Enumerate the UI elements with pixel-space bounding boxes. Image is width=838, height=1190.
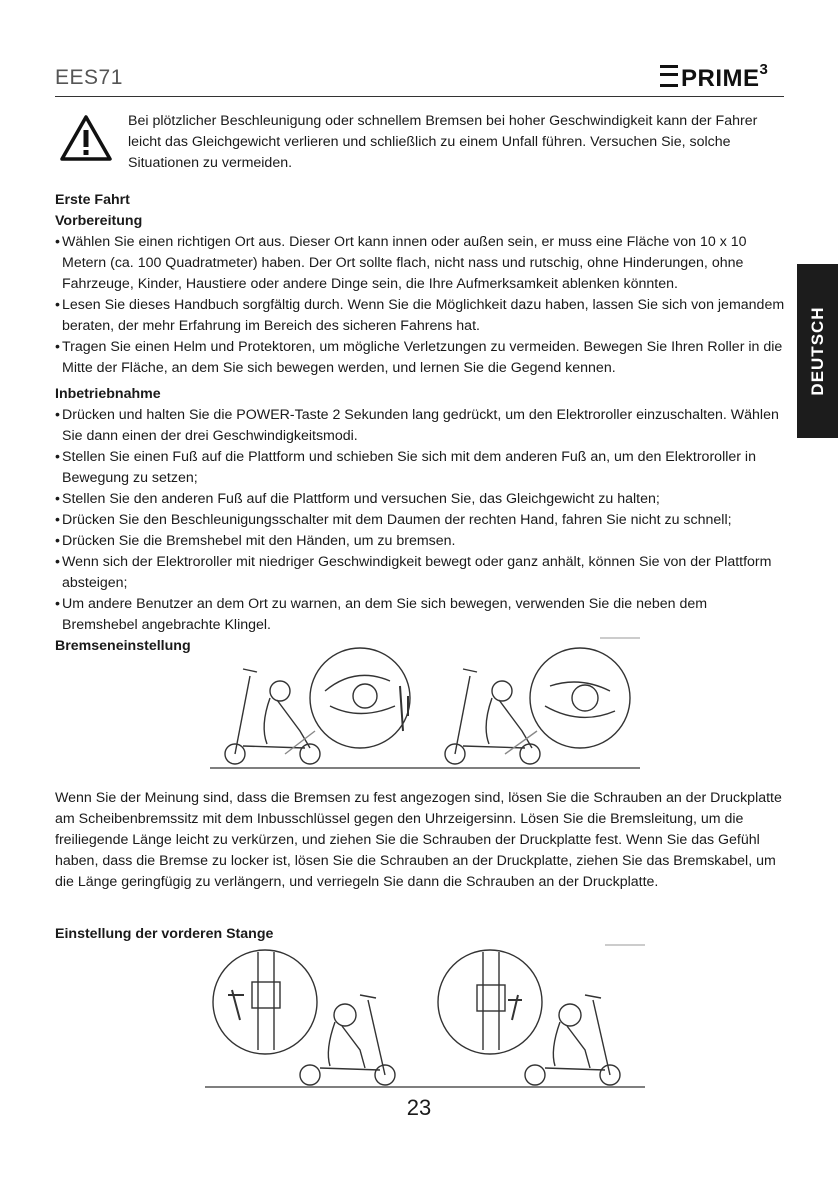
- brake-text: Wenn Sie der Meinung sind, dass die Bremsen zu fest angezogen sind, lösen Sie die Schrauben an der Druckplatte am Scheibenbremssitz mit dem Inbusschlüssel gegen den Uhrzeigersinn. Lösen Sie die Bremsleitung, um die freiliegende Länge leicht zu verkürzen, und ziehen Sie die Schrauben der Druckplatte fest. Wenn Sie das Gefühl haben, dass die Bremse zu locker ist, lösen Sie die Schrauben an der Druckplatte, ziehen Sie das Bremskabel, um die Länge geringfügig zu verlängern, und verriegeln Sie dann die Schrauben an der Druckplatte.: [55, 790, 782, 890]
- preparation-list: [55, 232, 785, 379]
- language-tab-label: DEUTSCH: [807, 306, 827, 396]
- list-item: • Tragen Sie einen Helm und Protektoren, um mögliche Verletzungen zu vermeiden. Bewegen Sie Ihren Roller in die Mitte der Fläche, an dem Sie sich bewegen werden, und lernen Sie die Gegend kennen.: [55, 337, 785, 379]
- page-number: 23: [406, 1095, 432, 1120]
- language-tab: [797, 264, 838, 438]
- header-rule: [55, 96, 784, 97]
- list-item: • Drücken Sie den Beschleunigungsschalter mit dem Daumen der rechten Hand, fahren Sie nicht zu schnell;: [55, 510, 785, 531]
- first-ride-title: Erste Fahrt: [55, 192, 130, 208]
- list-item: • Um andere Benutzer an dem Ort zu warnen, an dem Sie sich bewegen, verwenden Sie die neben dem Bremshebel angebrachte Klingel.: [55, 594, 785, 636]
- brake-title: Bremseneinstellung: [55, 638, 191, 654]
- model-name: EES71: [55, 66, 123, 89]
- brake-adjustment-illustration: [205, 636, 645, 774]
- brand-logo: [660, 61, 769, 93]
- warning-text: Bei plötzlicher Beschleunigung oder schnellem Bremsen bei hoher Geschwindigkeit kann der Fahrer leicht das Gleichgewicht verlieren und schließlich zu einem Unfall führen. Versuchen Sie, solche Situationen zu vermeiden.: [128, 113, 758, 171]
- brand-name: PRIME: [681, 65, 760, 92]
- warning-triangle-icon: [60, 114, 112, 162]
- list-item: • Stellen Sie einen Fuß auf die Plattform und schieben Sie sich mit dem anderen Fuß an, um den Elektroroller in Bewegung zu setzen;: [55, 447, 785, 489]
- startup-title: Inbetriebnahme: [55, 386, 161, 402]
- front-bar-illustration: [200, 940, 650, 1090]
- list-item: • Wählen Sie einen richtigen Ort aus. Dieser Ort kann innen oder außen sein, er muss eine Fläche von 10 x 10 Metern (ca. 100 Quadratmeter) haben. Der Ort sollte flach, nicht nass und rutschig, ohne Hinderungen, ohne Fahrzeuge, Kinder, Haustiere oder andere Dinge sein, die Ihre Aufmerksamkeit ablenken könnten.: [55, 232, 785, 295]
- preparation-title: Vorbereitung: [55, 213, 143, 229]
- brand-superscript: 3: [759, 61, 769, 78]
- startup-list: [55, 405, 785, 636]
- first-ride-section: [55, 190, 785, 379]
- list-item: • Lesen Sie dieses Handbuch sorgfältig durch. Wenn Sie die Möglichkeit dazu haben, lassen Sie sich von jemandem beraten, der mehr Erfahrung im Bereich des sicheren Fahrens hat.: [55, 295, 785, 337]
- list-item: • Stellen Sie den anderen Fuß auf die Plattform und versuchen Sie, das Gleichgewicht zu halten;: [55, 489, 785, 510]
- list-item: • Wenn sich der Elektroroller mit niedriger Geschwindigkeit bewegt oder ganz anhält, können Sie von der Plattform absteigen;: [55, 552, 785, 594]
- startup-section: [55, 384, 785, 636]
- list-item: • Drücken Sie die Bremshebel mit den Händen, um zu bremsen.: [55, 531, 785, 552]
- list-item: • Drücken und halten Sie die POWER-Taste 2 Sekunden lang gedrückt, um den Elektroroller einzuschalten. Wählen Sie dann einen der drei Geschwindigkeitsmodi.: [55, 405, 785, 447]
- front-bar-title: Einstellung der vorderen Stange: [55, 926, 274, 942]
